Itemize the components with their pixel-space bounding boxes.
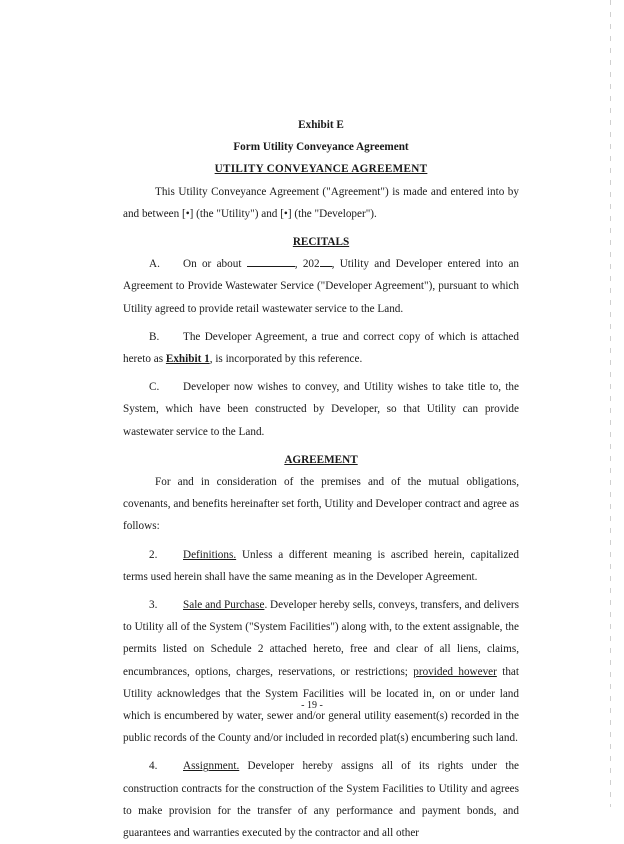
recital-b-letter: B. [149, 330, 160, 343]
date-blank [247, 256, 295, 267]
exhibit-label: Exhibit E [298, 119, 344, 131]
recital-a [123, 253, 519, 320]
recital-a-post: , Utility and Developer entered into an Agreement to Provide Wastewater Service ("Developer Agreement"), pursuant to which Utility agreed to provide retail wastewater service to the Land. [123, 258, 519, 315]
section-3-number: 3. [149, 599, 158, 612]
recital-a-letter: A. [149, 258, 160, 271]
agreement-title: UTILITY CONVEYANCE AGREEMENT [214, 163, 428, 176]
recital-a-pre: On or about [183, 258, 242, 271]
section-3-text-b: that Utility acknowledges that the System Facilities will be located in, on or under land which is encumbered by water, sewer and/or general utility easement(s) recorded in the public records of the County and/or included in recorded plat(s) encumbering such land. [123, 665, 519, 745]
form-title: Form Utility Conveyance Agreement [233, 141, 409, 154]
section-3-title: Sale and Purchase [183, 599, 265, 612]
recital-c-text: Developer now wishes to convey, and Utility wishes to take title to, the System, which have been constructed by Developer, so that Utility can provide wastewater service to the Land. [123, 381, 519, 438]
document-body [123, 110, 519, 844]
section-2-title: Definitions. [183, 548, 237, 561]
recital-b-pre: The Developer Agreement, a true and correct copy of which is attached hereto as [123, 330, 519, 366]
section-3 [123, 594, 519, 749]
agreement-intro: For and in consideration of the premises and of the mutual obligations, covenants, and benefits hereinafter set forth, Utility and Developer contract and agree as follows: [123, 476, 519, 533]
recital-c [123, 376, 519, 443]
recital-b [123, 326, 519, 370]
agreement-heading: AGREEMENT [284, 453, 358, 466]
section-4 [123, 755, 519, 844]
recital-c-letter: C. [149, 381, 160, 394]
recital-b-post: , is incorporated by this reference. [209, 353, 363, 366]
section-4-number: 4. [149, 760, 158, 773]
section-4-text: Developer hereby assigns all of its rights under the construction contracts for the construction of the System Facilities to Utility and agrees to make provision for the transfer of any performance and payment bonds, and guarantees and warranties executed by the contractor and all other [123, 760, 519, 840]
page-edge-line [610, 0, 611, 807]
exhibit-1-reference: Exhibit 1 [165, 353, 210, 366]
intro-paragraph: This Utility Conveyance Agreement ("Agreement") is made and entered into by and between [•] (the "Utility") and [•] (the "Developer"). [123, 185, 519, 220]
section-3-text-a: . Developer hereby sells, conveys, transfers, and delivers to Utility all of the System ("System Facilities") along with, to the extent assignable, the permits listed on Schedule 2 attached hereto, free and clear of all liens, claims, encumbrances, options, charges, reservations, or restrictions; [123, 599, 519, 678]
section-3-proviso: provided however [413, 665, 497, 678]
recitals-heading: RECITALS [292, 236, 350, 249]
section-2 [123, 544, 519, 588]
recital-a-year: , 202 [294, 258, 320, 271]
page-number: - 19 - [301, 700, 323, 711]
section-2-number: 2. [149, 548, 158, 561]
section-2-text: Unless a different meaning is ascribed herein, capitalized terms used herein shall have the same meaning as in the Developer Agreement. [123, 548, 519, 583]
year-blank [320, 256, 332, 267]
section-4-title: Assignment. [183, 760, 240, 773]
